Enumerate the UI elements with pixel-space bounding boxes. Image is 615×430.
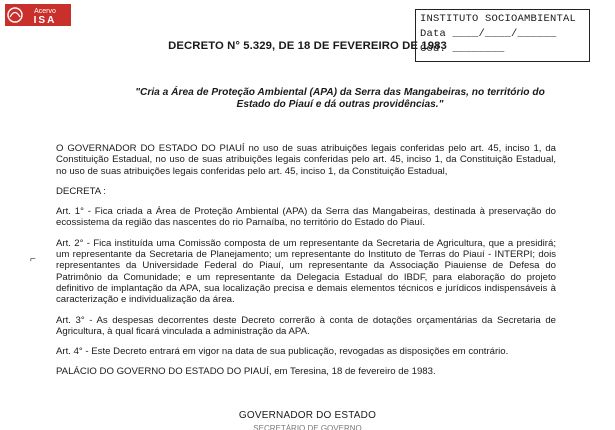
closing-line: PALÁCIO DO GOVERNO DO ESTADO DO PIAUÍ, em Teresina, 18 de fevereiro de 1983.: [56, 366, 436, 378]
decree-body: [56, 143, 556, 387]
logo-graphic: [5, 4, 71, 26]
decreta-heading: DECRETA :: [56, 185, 106, 197]
acervo-isa-logo: [5, 4, 71, 26]
logo-line2: ISA: [33, 15, 57, 26]
signature-subtitle: SECRETÁRIO DE GOVERNO: [253, 424, 362, 430]
institution-stamp: [415, 9, 590, 62]
article-2: Art. 2° - Fica instituída uma Comissão composta de um representante da Secretaria de Agricultura, que a presidirá; um representante da Secretaria de Planejamento; um representante do Instituto de Terras do Piauí - INTERPI; dois representantes da Universidade Federal do Piauí, um representante da Associação Piauiense de Defesa do Patrimônio da Comunidade; e um representante da Delegacia Estadual do IBDF, para elaboração do projeto definitivo de implantação da APA, sua localização precisa e demais elementos técnicos e jurídicos indispensáveis à caracterização e individualização da área.: [56, 237, 556, 306]
decree-summary: "Cria a Área de Proteção Ambiental (APA) da Serra das Mangabeiras, no território do Estado do Piauí e dá outras providências.": [135, 87, 545, 110]
stamp-institution: INSTITUTO SOCIOAMBIENTAL: [420, 13, 577, 25]
margin-mark: ⌐: [30, 254, 36, 265]
article-3: Art. 3° - As despesas decorrentes deste Decreto correrão à conta de dotações orçamentárias da Secretaria de Agricultura, à qual ficará vinculada a administração da APA.: [56, 314, 556, 337]
preamble: O GOVERNADOR DO ESTADO DO PIAUÍ no uso de suas atribuições legais conferidas pelo art. 45, inciso 1, da Constituição Estadual, no uso de suas atribuições legais conferidas pelo art. 45, inciso 1, da Constituição Estadual, no uso de suas atribuições legais conferidas pelo art. 45, inciso 1, da Constituição Estadual,: [56, 143, 556, 177]
decree-title: DECRETO N° 5.329, DE 18 DE FEVEREIRO DE 1983: [168, 40, 447, 52]
article-1: Art. 1° - Fica criada a Área de Proteção Ambiental (APA) da Serra das Mangabeiras, destinada à preservação do ecossistema da região das nascentes do rio Parnaíba, no território do Estado do Piauí.: [56, 206, 556, 229]
stamp-date-field: Data ____/____/______: [420, 28, 557, 40]
signature-title: GOVERNADOR DO ESTADO: [238, 410, 377, 421]
stamp-code-field: Cod. ________: [420, 43, 505, 55]
logo-line1: Acervo: [34, 8, 56, 15]
article-4: Art. 4° - Este Decreto entrará em vigor na data de sua publicação, revogadas as disposições em contrário.: [56, 346, 509, 358]
